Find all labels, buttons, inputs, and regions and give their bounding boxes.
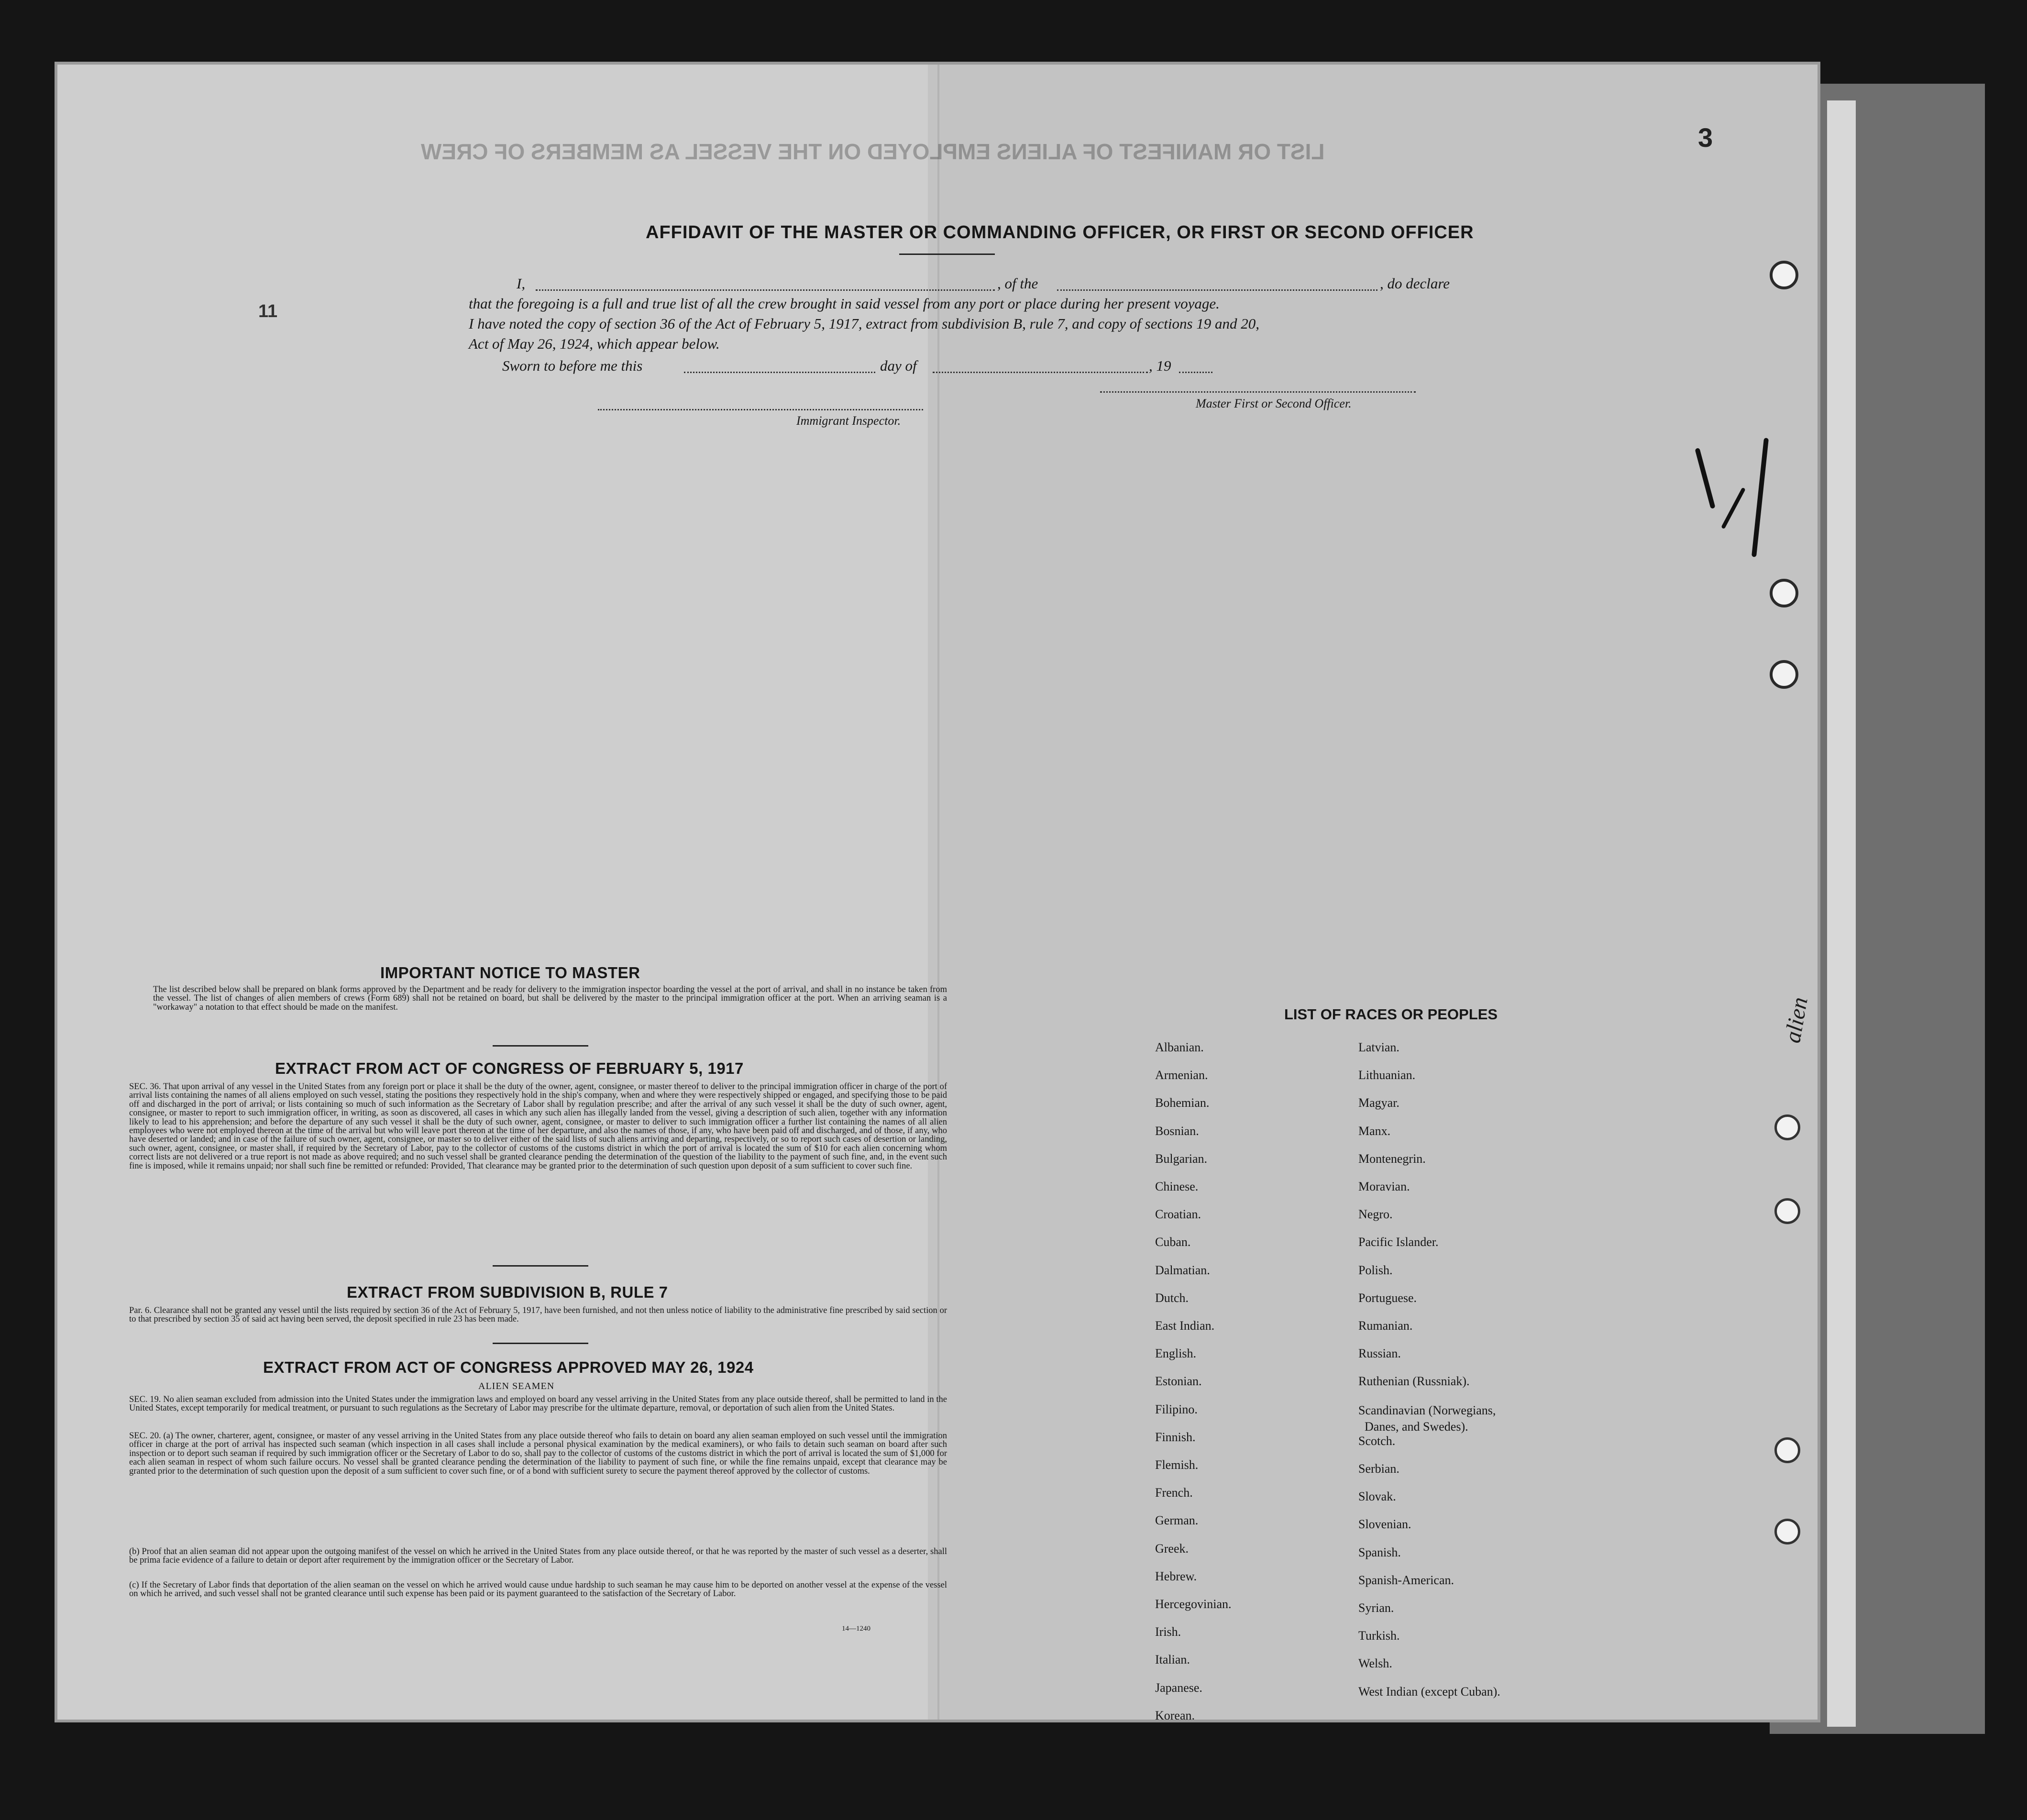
race-item: Pacific Islander. xyxy=(1358,1235,1439,1249)
name-blank[interactable] xyxy=(536,289,995,291)
bleed-through-row xyxy=(57,739,1818,758)
handwritten-margin-note: alien xyxy=(1779,995,1813,1045)
race-item: Spanish. xyxy=(1358,1545,1401,1559)
race-item: Estonian. xyxy=(1155,1374,1202,1389)
bleed-through-row xyxy=(57,637,1818,656)
race-item: Chinese. xyxy=(1155,1180,1199,1193)
race-item: Albanian. xyxy=(1155,1040,1204,1054)
rule7-title: EXTRACT FROM SUBDIVISION B, RULE 7 xyxy=(347,1283,668,1301)
bleed-through-title: LIST OR MANIFEST OF ALIENS EMPLOYED ON THE VESSEL AS MEMBERS OF CREW xyxy=(421,139,1325,164)
bleed-through-row xyxy=(57,671,1818,690)
race-item: Greek. xyxy=(1155,1541,1189,1555)
extract-1924-sec20b: (b) Proof that an alien seaman did not appear upon the outgoing manifest of the vessel on which he arrived in the United States from any place outside thereof, or that he was reported by the master of such vessel as a deserter, shall be prima facie evidence of a failure to detain or deport after requirement by the immigration officer or the Secretary of Labor. xyxy=(129,1547,947,1566)
binder-hole xyxy=(1770,660,1798,689)
bleed-through-row xyxy=(57,603,1818,622)
race-item: Russian. xyxy=(1358,1346,1401,1361)
notice-body: The list described below shall be prepared on blank forms approved by the Department and be ready for delivery to the immigration inspector boarding the vessel at the port of arrival, and shall in no instance be taken from the vessel. The list of changes of alien members of crews (Form 689) shall not be retained on board, but shall be delivered by the master to the principal immigration officer at the port. When an arriving seaman is a "workaway" a notation to that effect should be made on the manifest. xyxy=(153,985,947,1012)
race-item: Montenegrin. xyxy=(1358,1151,1426,1166)
race-item: Bulgarian. xyxy=(1155,1151,1208,1166)
race-item: German. xyxy=(1155,1513,1199,1528)
affidavit-declare: , do declare xyxy=(1380,275,1450,292)
race-item: Portuguese. xyxy=(1358,1291,1417,1305)
bleed-through-row xyxy=(57,1010,1818,1029)
extract-1924-sec19: SEC. 19. No alien seaman excluded from admission into the United States under the immigration laws and employed on board any vessel arriving in the United States from any place outside thereof, shall be permitted to land in the United States, except temporarily for medical treatment, or pursuant to such regulations as the Secretary of Labor may prescribe for the ultimate departure, removal, or deportation of such alien from the United States. xyxy=(129,1395,947,1413)
affidavit-i: I, xyxy=(517,275,526,292)
rule7-divider xyxy=(493,1343,588,1344)
title-underline xyxy=(899,254,995,255)
race-item: English. xyxy=(1155,1346,1196,1361)
bleed-through-row xyxy=(57,501,1818,520)
affidavit-title: AFFIDAVIT OF THE MASTER OR COMMANDING OFFICER, OR FIRST OR SECOND OFFICER xyxy=(646,222,1474,243)
race-item: Scandinavian (Norwegians, Danes, and Swedes). xyxy=(1358,1403,1496,1434)
master-signature-blank[interactable] xyxy=(1100,391,1416,393)
extract-1924-sec20c: (c) If the Secretary of Labor finds that deportation of the alien seaman on the vessel on which he arrived would cause undue hardship to such seaman he may cause him to be deported on another vessel at the expense of the vessel on which he arrived, and such vessel shall not be granted clearance until such expense has been paid or its payment guaranteed to the satisfaction of the Secretary of Labor. xyxy=(129,1580,947,1599)
sworn-year-label: , 19 xyxy=(1149,357,1171,374)
race-item: Serbian. xyxy=(1358,1462,1399,1476)
race-item: Cuban. xyxy=(1155,1235,1191,1249)
race-item: Hebrew. xyxy=(1155,1569,1197,1583)
vessel-blank[interactable] xyxy=(1057,289,1377,291)
race-item: Rumanian. xyxy=(1358,1319,1413,1333)
sworn-prefix: Sworn to before me this xyxy=(502,357,643,374)
race-item: Japanese. xyxy=(1155,1680,1202,1695)
sworn-day-blank[interactable] xyxy=(684,372,875,373)
bleed-through-row xyxy=(57,1214,1818,1233)
corner-page-number: 3 xyxy=(1698,122,1713,153)
extract-1917-body: SEC. 36. That upon arrival of any vessel in the United States from any foreign port or place it shall be the duty of the owner, agent, consignee, or master thereof to deliver to the principal immigration officer in charge of the port of arrival lists containing the names of all aliens employed on such vessel, stating the positions they respectively hold in the ship's company, when and where they were respectively shipped or engaged, and specifying those to be paid off and discharged in the port of arrival; or lists containing so much of such information as the Secretary of Labor shall by regulation prescribe; and after the arrival of any such vessel it shall be the duty of such owner, agent, consignee, or master to report to such immigration officer, in writing, as soon as discovered, all cases in which any such alien has illegally landed from the vessel, giving a description of such alien, together with any information likely to lead to his apprehension; and before the departure of any such vessel it shall be the duty of such owner, agent, consignee, or master to deliver to such immigration officer a further list containing the names of all alien employees who were not employed thereon at the time of the arrival but who will leave port thereon at the time of her departure, and also the names of those, if any, who have been paid off and discharged, and of those, if any, who have deserted or landed; and in case of the failure of such owner, agent, consignee, or master so to deliver either of the said lists of such aliens arriving and departing, respectively, or so to report such cases of desertion or landing, such owner, agent, consignee, or master shall, if required by the Secretary of Labor, pay to the collector of customs of the customs district in which the port of arrival is located the sum of $10 for each alien concerning whom correct lists are not delivered or a true report is not made as above required; and no such vessel shall be granted clearance pending the determination of the question of the liability to the payment of such fine, and, in the event such fine is imposed, while it remains unpaid; nor shall such fine be remitted or refunded: Provided, That clearance may be granted prior to the determination of such question upon deposit of a sum sufficient to cover such fine. xyxy=(129,1082,947,1171)
master-signature-label: Master First or Second Officer. xyxy=(1196,397,1352,410)
affidavit-of-the: , of the xyxy=(997,275,1038,292)
race-item: Irish. xyxy=(1155,1625,1181,1639)
race-item: Slovak. xyxy=(1358,1489,1396,1504)
inspector-label: Immigrant Inspector. xyxy=(796,414,901,428)
race-item: Magyar. xyxy=(1358,1096,1399,1110)
race-item: Dalmatian. xyxy=(1155,1263,1210,1277)
affidavit-line-2: that the foregoing is a full and true list of all the crew brought in said vessel from any port or place during her present voyage. xyxy=(469,295,1220,312)
race-item: Negro. xyxy=(1358,1207,1393,1222)
race-item: Hercegovinian. xyxy=(1155,1597,1232,1611)
affidavit-line-3: I have noted the copy of section 36 of the Act of February 5, 1917, extract from subdivision B, rule 7, and copy of sections 19 and 20, xyxy=(469,315,1260,332)
binder-hole xyxy=(1774,1198,1800,1224)
extract-1924-subtitle: ALIEN SEAMEN xyxy=(478,1381,555,1391)
race-item: Turkish. xyxy=(1358,1629,1400,1643)
sworn-year-blank[interactable] xyxy=(1179,372,1212,373)
binder-hole xyxy=(1770,579,1798,607)
bleed-through-row xyxy=(57,569,1818,588)
race-item: Slovenian. xyxy=(1358,1517,1411,1532)
extract-1917-title: EXTRACT FROM ACT OF CONGRESS OF FEBRUARY 5, 1917 xyxy=(275,1059,744,1077)
extract-1917-divider xyxy=(493,1265,588,1267)
race-item: Manx. xyxy=(1358,1124,1391,1138)
bleed-through-row xyxy=(57,535,1818,554)
bleed-through-row xyxy=(57,840,1818,860)
bleed-through-row xyxy=(57,942,1818,961)
bleed-through-row xyxy=(57,467,1818,486)
sworn-day-label: day of xyxy=(880,357,917,374)
bleed-through-row xyxy=(57,1180,1818,1199)
race-item: Polish. xyxy=(1358,1263,1393,1277)
bleed-through-row xyxy=(57,433,1818,452)
extract-1924-sec20a: SEC. 20. (a) The owner, charterer, agent, consignee, or master of any vessel arriving in the United States from any place outside thereof who fails to detain on board any alien seaman employed on such vessel until the immigration officer in charge at the port of arrival has inspected such seaman (which inspection in all cases shall include a personal physical examination by the medical examiners), or who fails to detain such seaman on board after such inspection or to deport such seaman if required by such immigration officer or the Secretary of Labor to do so, shall pay to the collector of customs of the customs district in which the port of arrival is located the sum of $1,000 for each alien seaman in respect of whom such failure occurs. No vessel shall be granted clearance pending the determination of the liability to payment of such fine, or while the fine remains unpaid, except that clearance may be granted prior to the determination of such question upon the deposit of a sum sufficient to cover such fine, or of a bond with sufficient surety to secure the payment thereof approved by the collector of customs. xyxy=(129,1431,947,1476)
race-item: Spanish-American. xyxy=(1358,1573,1454,1587)
rule7-body: Par. 6. Clearance shall not be granted any vessel until the lists required by section 36 of the Act of February 5, 1917, have been furnished, and not then unless notice of liability to the administrative fine prescribed by said section or to that prescribed by section 35 of said act having been served, the deposit specified in rule 23 has been made. xyxy=(129,1306,947,1324)
bleed-through-row xyxy=(57,772,1818,792)
bleed-through-row xyxy=(57,874,1818,893)
race-item: Croatian. xyxy=(1155,1207,1201,1222)
inspector-signature-blank[interactable] xyxy=(598,409,923,410)
extract-1924-title: EXTRACT FROM ACT OF CONGRESS APPROVED MAY 26, 1924 xyxy=(263,1358,754,1376)
binder-hole xyxy=(1774,1114,1800,1140)
race-item: Ruthenian (Russniak). xyxy=(1358,1374,1470,1389)
race-item: East Indian. xyxy=(1155,1319,1215,1333)
underlying-sheet-edge xyxy=(1827,100,1856,1727)
race-item: Bosnian. xyxy=(1155,1124,1199,1138)
race-item: French. xyxy=(1155,1486,1193,1500)
binder-hole xyxy=(1770,261,1798,289)
race-item: Filipino. xyxy=(1155,1402,1198,1416)
race-item: Welsh. xyxy=(1358,1656,1392,1671)
race-item: West Indian (except Cuban). xyxy=(1358,1684,1500,1699)
race-item: Moravian. xyxy=(1358,1180,1410,1193)
binder-hole xyxy=(1774,1437,1800,1463)
bleed-through-row xyxy=(57,806,1818,826)
race-item: Flemish. xyxy=(1155,1458,1199,1472)
race-item: Bohemian. xyxy=(1155,1096,1210,1110)
notice-divider xyxy=(493,1045,588,1047)
bleed-through-row xyxy=(57,908,1818,927)
race-item: Syrian. xyxy=(1358,1601,1394,1615)
race-item: Korean. xyxy=(1155,1708,1195,1720)
form-number: 14—1240 xyxy=(842,1625,870,1632)
binder-hole xyxy=(1774,1519,1800,1544)
manifest-page xyxy=(57,65,1818,1720)
affidavit-line-4: Act of May 26, 1924, which appear below. xyxy=(469,335,720,352)
race-item: Armenian. xyxy=(1155,1068,1208,1082)
notice-title: IMPORTANT NOTICE TO MASTER xyxy=(380,964,640,982)
race-item: Dutch. xyxy=(1155,1291,1189,1305)
races-title: LIST OF RACES OR PEOPLES xyxy=(1284,1006,1498,1023)
race-item: Lithuanian. xyxy=(1358,1068,1416,1082)
race-item: Finnish. xyxy=(1155,1430,1196,1444)
race-item: Italian. xyxy=(1155,1653,1190,1667)
margin-mark: 11 xyxy=(258,301,278,321)
race-item: Scotch. xyxy=(1358,1434,1396,1448)
race-item: Latvian. xyxy=(1358,1040,1399,1054)
bleed-through-row xyxy=(57,705,1818,724)
sworn-month-blank[interactable] xyxy=(933,372,1148,373)
